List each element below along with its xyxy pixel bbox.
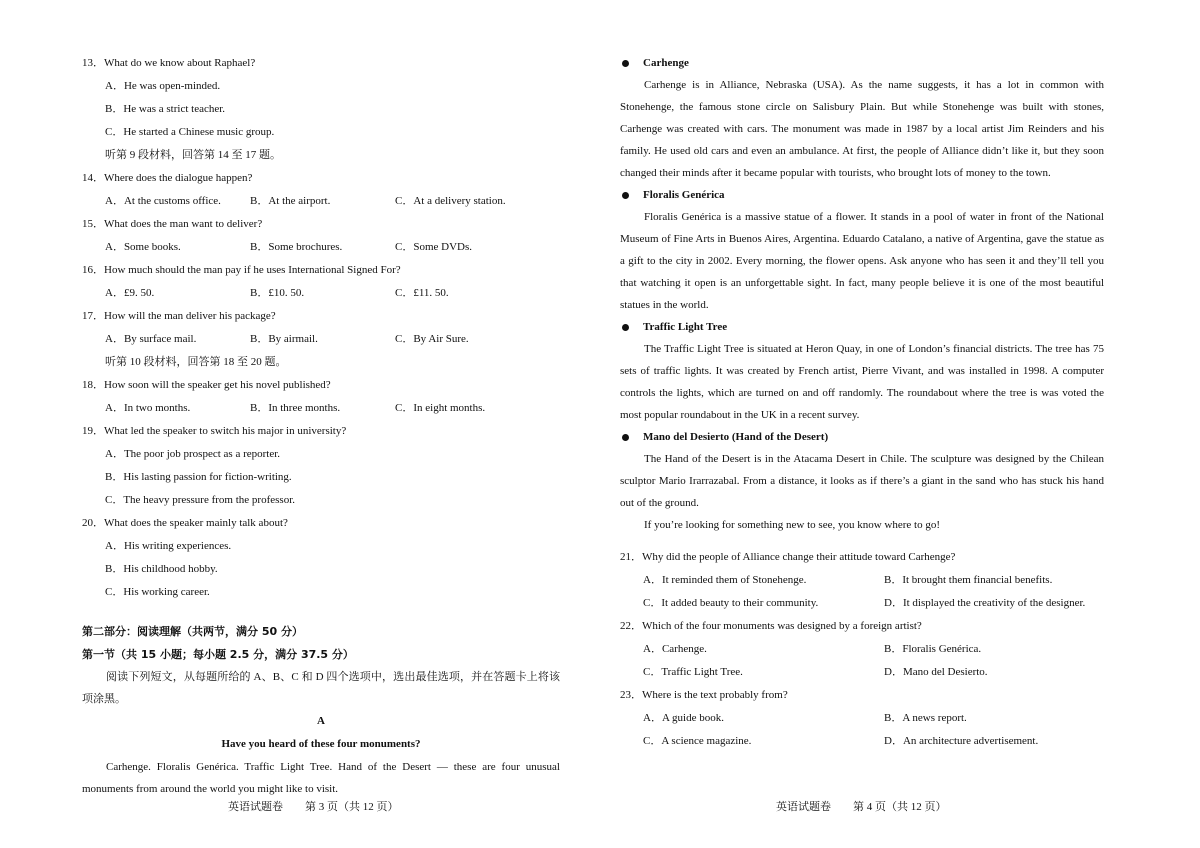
- q16-stem: 16．How much should the man pay if he uses International Signed For?: [82, 264, 401, 276]
- passage-letter: A: [317, 715, 325, 727]
- q17-options: [82, 328, 560, 351]
- q21-option-a: A．It reminded them of Stonehenge.: [643, 574, 807, 586]
- monument-text-floralis: Floralis Genérica is a massive statue of a flower. It stands in a pool of water in front of the National Museum of Fine Arts in Buenos Aires, Argentina. Eduardo Catalano, a native of Argentina, gave the statue as a gift to the city in 2002. Every morning, the flower opens. Ask anyone who has seen it and they’ll tell you that watching it open is an unforgettable sight. In fact, many people believe it is one of the most beautiful statues in the world.: [620, 211, 1104, 311]
- monument-name: Mano del Desierto (Hand of the Desert): [643, 431, 829, 443]
- q22-option-c: C．Traffic Light Tree.: [643, 666, 743, 678]
- q23-stem: 23．Where is the text probably from?: [620, 689, 788, 701]
- q15-option-b: B．Some brochures.: [250, 241, 343, 253]
- q21-option-b: B．It brought them financial benefits.: [884, 574, 1053, 586]
- q15-option-c: C．Some DVDs.: [395, 241, 473, 253]
- q22-options-row2: [620, 661, 1104, 684]
- q18-option-b: B．In three months.: [250, 402, 341, 414]
- monument-heading-floralis: [620, 184, 1104, 206]
- q21-option-c: C．It added beauty to their community.: [643, 597, 819, 609]
- q16-option-c: C．£11. 50.: [395, 287, 449, 299]
- q18-option-c: C．In eight months.: [395, 402, 486, 414]
- instruction-section-9: 听第 9 段材料，回答第 14 至 17 题。: [105, 149, 281, 161]
- q16-options: [82, 282, 560, 305]
- q22-option-d: D．Mano del Desierto.: [884, 666, 988, 678]
- q14-option-c: C．At a delivery station.: [395, 195, 506, 207]
- q14-option-b: B．At the airport.: [250, 195, 331, 207]
- q17-option-c: C．By Air Sure.: [395, 333, 469, 345]
- q22-option-a: A．Carhenge.: [643, 643, 707, 655]
- bullet-icon: [622, 192, 629, 199]
- q17-stem: 17．How will the man deliver his package?: [82, 310, 276, 322]
- q18-option-a: A．In two months.: [105, 402, 191, 414]
- bullet-icon: [622, 324, 629, 331]
- monument-text-carhenge: Carhenge is in Alliance, Nebraska (USA). As the name suggests, it has a lot in common with Stonehenge, the famous stone circle on Salisbury Plain. But while Stonehenge was built with stones, Carhenge was created with cars. The monument was made in 1987 by a local artist Jim Reinders and his family. He used old cars and even an ambulance. At first, the people of Alliance didn’t like it, but they soon changed their minds after it became popular with tourists, who brought lots of money to the town.: [620, 79, 1104, 179]
- q13-option-b: B．He was a strict teacher.: [105, 103, 226, 115]
- reading-directions: 阅读下列短文，从每题所给的 A、B、C 和 D 四个选项中，选出最佳选项，并在答题卡上将该项涂黑。: [82, 671, 560, 705]
- q22-options-row1: [620, 638, 1104, 661]
- q15-options: [82, 236, 560, 259]
- monument-name: Traffic Light Tree: [643, 321, 728, 333]
- q19-option-a: A．The poor job prospect as a reporter.: [105, 448, 281, 460]
- left-page: [82, 52, 560, 800]
- q14-option-a: A．At the customs office.: [105, 195, 221, 207]
- monument-text-hand-of-desert: The Hand of the Desert is in the Atacama Desert in Chile. The sculpture was designed by the Chilean sculptor Mario Irarrazabal. From a distance, it looks as if there’s a giant in the sand who has stuck his hand out of the ground.: [620, 453, 1104, 509]
- monument-heading-traffic-light-tree: [620, 316, 1104, 338]
- instruction-section-10: 听第 10 段材料，回答第 18 至 20 题。: [105, 356, 287, 368]
- monument-name: Floralis Genérica: [643, 189, 725, 201]
- q13-option-a: A．He was open-minded.: [105, 80, 221, 92]
- q22-option-b: B．Floralis Genérica.: [884, 643, 982, 655]
- q14-stem: 14．Where does the dialogue happen?: [82, 172, 253, 184]
- q18-options: [82, 397, 560, 420]
- q23-option-a: A．A guide book.: [643, 712, 724, 724]
- q20-option-c: C．His working career.: [105, 586, 210, 598]
- q21-options-row2: [620, 592, 1104, 615]
- q23-options-row2: [620, 730, 1104, 753]
- q20-stem: 20．What does the speaker mainly talk about?: [82, 517, 288, 529]
- footer-page-4: 英语试题卷 第 4 页（共 12 页）: [776, 801, 947, 813]
- q21-option-d: D．It displayed the creativity of the designer.: [884, 597, 1086, 609]
- q19-option-c: C．The heavy pressure from the professor.: [105, 494, 296, 506]
- q22-stem: 22．Which of the four monuments was designed by a foreign artist?: [620, 620, 922, 632]
- right-page: [620, 52, 1104, 753]
- monument-text-traffic-light-tree: The Traffic Light Tree is situated at Heron Quay, in one of London’s financial districts. The tree has 75 sets of traffic lights. It was created by French artist, Pierre Vivant, and was installed in 1998. A computer controls the lights, which are turned on and off randomly. The roundabout where the tree is was voted the most popular roundabout in the UK in a recent survey.: [620, 343, 1104, 421]
- q19-stem: 19．What led the speaker to switch his major in university?: [82, 425, 347, 437]
- footer-page-3: 英语试题卷 第 3 页（共 12 页）: [228, 801, 399, 813]
- q17-option-a: A．By surface mail.: [105, 333, 197, 345]
- q13-option-c: C．He started a Chinese music group.: [105, 126, 275, 138]
- q23-option-b: B．A news report.: [884, 712, 967, 724]
- q18-stem: 18．How soon will the speaker get his novel published?: [82, 379, 331, 391]
- q16-option-b: B．£10. 50.: [250, 287, 305, 299]
- part-two-heading: 第二部分：阅读理解（共两节，满分 50 分）: [82, 625, 303, 638]
- q13-stem: 13．What do we know about Raphael?: [82, 57, 256, 69]
- q20-option-a: A．His writing experiences.: [105, 540, 232, 552]
- q19-option-b: B．His lasting passion for fiction-writing.: [105, 471, 292, 483]
- q23-options-row1: [620, 707, 1104, 730]
- passage-title: Have you heard of these four monuments?: [221, 738, 421, 750]
- q15-option-a: A．Some books.: [105, 241, 181, 253]
- q23-option-c: C．A science magazine.: [643, 735, 752, 747]
- q14-options: [82, 190, 560, 213]
- bullet-icon: [622, 60, 629, 67]
- q16-option-a: A．£9. 50.: [105, 287, 155, 299]
- monument-heading-hand-of-desert: [620, 426, 1104, 448]
- q20-option-b: B．His childhood hobby.: [105, 563, 218, 575]
- monument-heading-carhenge: [620, 52, 1104, 74]
- q17-option-b: B．By airmail.: [250, 333, 318, 345]
- q23-option-d: D．An architecture advertisement.: [884, 735, 1039, 747]
- q21-options-row1: [620, 569, 1104, 592]
- q21-stem: 21．Why did the people of Alliance change their attitude toward Carhenge?: [620, 551, 956, 563]
- passage-intro: Carhenge. Floralis Genérica. Traffic Light Tree. Hand of the Desert — these are four unusual monuments from around the world you might like to visit.: [82, 761, 560, 795]
- passage-closing: If you’re looking for something new to see, you know where to go!: [644, 519, 941, 531]
- q15-stem: 15．What does the man want to deliver?: [82, 218, 263, 230]
- section-one-heading: 第一节（共 15 小题；每小题 2.5 分，满分 37.5 分）: [82, 648, 354, 661]
- monument-name: Carhenge: [643, 57, 689, 69]
- bullet-icon: [622, 434, 629, 441]
